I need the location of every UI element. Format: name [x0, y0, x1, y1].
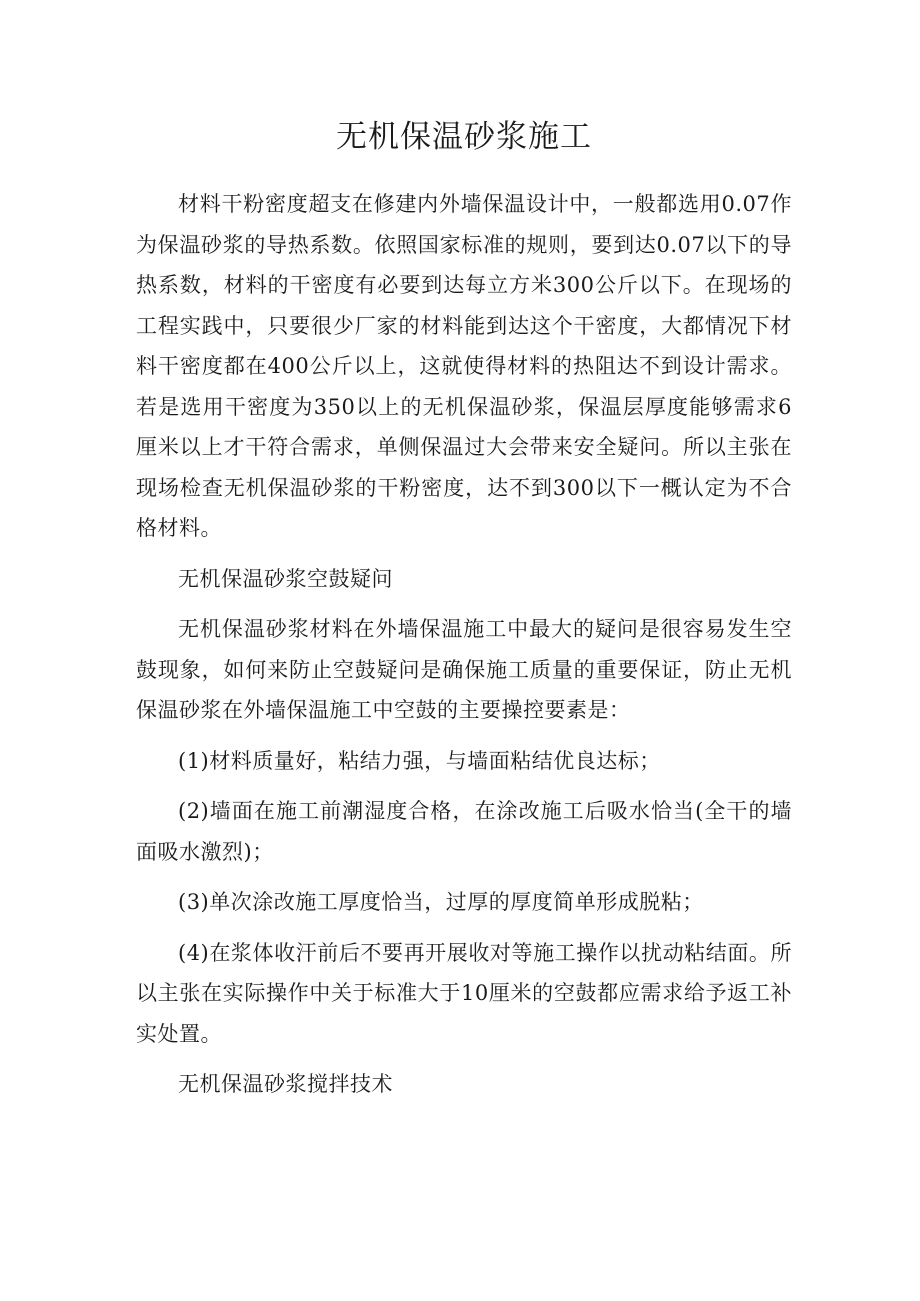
paragraph-hollowing-intro: 无机保温砂浆材料在外墙保温施工中最大的疑问是很容易发生空鼓现象，如何来防止空鼓疑问是确保施工质量的重要保证，防止无机保温砂浆在外墙保温施工中空鼓的主要操控要素是：	[136, 617, 792, 722]
document-page	[136, 112, 792, 1115]
section-heading-mixing: 无机保温砂浆搅拌技术	[178, 1072, 393, 1096]
document-title: 无机保温砂浆施工	[336, 119, 592, 155]
list-item-2: (2)墙面在施工前潮湿度合格，在涂改施工后吸水恰当(全干的墙面吸水激烈)；	[136, 799, 792, 864]
list-item-1: (1)材料质量好，粘结力强，与墙面粘结优良达标；	[178, 748, 661, 773]
list-item-4: (4)在浆体收汗前后不要再开展收对等施工操作以扰动粘结面。所以主张在实际操作中关于标准大于10厘米的空鼓都应需求给予返工补实处置。	[136, 940, 792, 1046]
list-item-3: (3)单次涂改施工厚度恰当，过厚的厚度简单形成脱粘；	[178, 890, 704, 914]
paragraph-material-density: 材料干粉密度超支在修建内外墙保温设计中，一般都选用0.07作为保温砂浆的导热系数。依照国家标准的规则，要到达0.07以下的导热系数，材料的干密度有必要到达每立方米300公斤以下。在现场的工程实践中，只要很少厂家的材料能到达这个干密度，大都情况下材料干密度都在400公斤以上，这就使得材料的热阻达不到设计需求。若是选用干密度为350以上的无机保温砂浆，保温层厚度能够需求6厘米以上才干符合需求，单侧保温过大会带来安全疑问。所以主张在现场检查无机保温砂浆的干粉密度，达不到300以下一概认定为不合格材料。	[136, 192, 792, 540]
section-heading-hollowing: 无机保温砂浆空鼓疑问	[178, 566, 393, 591]
